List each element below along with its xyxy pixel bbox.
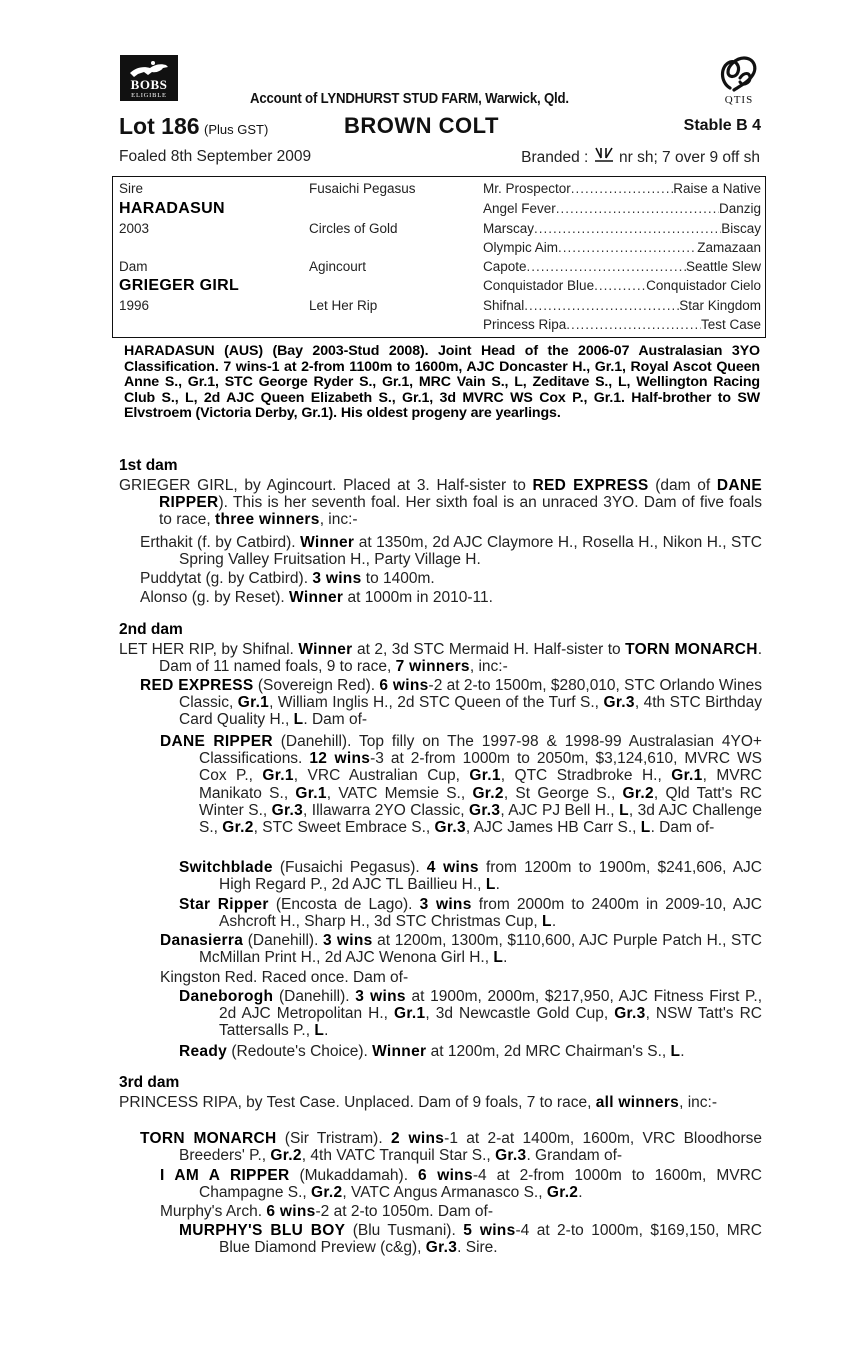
ancestor-row xyxy=(483,201,761,216)
ancestor-row xyxy=(483,317,761,332)
brand-info xyxy=(521,146,760,167)
stable-location: Stable B 4 xyxy=(683,117,761,134)
leader-dots xyxy=(527,259,686,274)
progeny-entry: Danasierra (Danehill). 3 wins at 1200m, 1300m, $110,600, AJC Purple Patch H., STC McMillan Print H., 2d AJC Wenona Girl H., L. xyxy=(160,932,763,967)
ancestor-dam-sire: Raise a Native xyxy=(673,181,761,196)
progeny-entry: Erthakit (f. by Catbird). Winner at 1350m, 2d AJC Claymore H., Rosella H., Nikon H., STC Spring Valley Fruitsation H., Party Village H. xyxy=(140,534,762,569)
ancestor-row xyxy=(483,181,761,196)
sire-label: Sire xyxy=(119,181,144,196)
progeny-entry: Kingston Red. Raced once. Dam of- xyxy=(160,969,409,986)
progeny-entry: Puddytat (g. by Catbird). 3 wins to 1400m. xyxy=(140,570,435,587)
ancestor-sire: Princess Ripa xyxy=(483,317,567,332)
ancestor-sire: Marscay xyxy=(483,221,535,236)
leader-dots xyxy=(556,201,719,216)
brand-suffix: nr sh; 7 over 9 off sh xyxy=(618,149,760,166)
progeny-entry: I AM A RIPPER (Mukaddamah). 6 wins-4 at 2-from 1000m to 1600m, MVRC Champagne S., Gr.2, VATC Angus Armanasco S., Gr.2. xyxy=(160,1167,762,1202)
ancestor-dam-sire: Zamazaan xyxy=(697,240,761,255)
ancestor-sire: Shifnal xyxy=(483,298,525,313)
pedigree-table xyxy=(112,176,766,338)
progeny-entry: Star Ripper (Encosta de Lago). 3 wins from 2000m to 2400m in 2009-10, AJC Ashcroft H., Sharp H., 3d STC Christmas Cup, L. xyxy=(179,896,762,931)
lot-gst: (Plus GST) xyxy=(203,122,269,137)
leader-dots xyxy=(594,278,646,293)
ancestor-sire: Olympic Aim xyxy=(483,240,559,255)
dam-dam: Let Her Rip xyxy=(309,298,378,313)
leader-dots xyxy=(566,317,701,332)
progeny-entry: DANE RIPPER (Danehill). Top filly on The 1997-98 & 1998-99 Australasian 4YO+ Classifications. 12 wins-3 at 2-from 1000m to 2050m, $3,124,610, MVRC WS Cox P., Gr.1, VRC Australian Cup, Gr.1, QTC Stradbroke H., Gr.1, MVRC Manikato S., Gr.1, VATC Memsie S., Gr.2, St George S., Gr.2, Qld Tatt's RC Winter S., Gr.3, Illawarra 2YO Classic, Gr.3, AJC PJ Bell H., L, 3d AJC Challenge S., Gr.2, STC Sweet Embrace S., Gr.3, AJC James HB Carr S., L. Dam of- xyxy=(160,733,762,837)
dam-label: Dam xyxy=(119,259,148,274)
sire-sire: Fusaichi Pegasus xyxy=(309,181,416,196)
bobs-logo-sub: ELIGIBLE xyxy=(131,92,167,99)
sire-name: HARADASUN xyxy=(119,200,225,217)
second-dam-heading: 2nd dam xyxy=(119,621,183,638)
progeny-entry: PRINCESS RIPA, by Test Case. Unplaced. Dam of 9 foals, 7 to race, all winners, inc:- xyxy=(119,1094,718,1111)
leader-dots xyxy=(534,221,721,236)
sire-year: 2003 xyxy=(119,221,150,236)
progeny-entry: Daneborogh (Danehill). 3 wins at 1900m, 2000m, $217,950, AJC Fitness First P., 2d AJC Metropolitan H., Gr.1, 3d Newcastle Gold Cup, Gr.3, NSW Tatt's RC Tattersalls P., L. xyxy=(179,988,763,1040)
qtis-logo xyxy=(716,52,762,108)
bobs-logo-word: BOBS xyxy=(130,77,168,92)
ancestor-dam-sire: Conquistador Cielo xyxy=(646,278,761,293)
brand-prefix: Branded : xyxy=(521,149,589,166)
progeny-entry: RED EXPRESS (Sovereign Red). 6 wins-2 at 2-to 1500m, $280,010, STC Orlando Wines Classic, Gr.1, William Inglis H., 2d STC Queen of the Turf S., Gr.3, 4th STC Birthday Card Quality H., L. Dam of- xyxy=(140,677,762,729)
progeny-entry: GRIEGER GIRL, by Agincourt. Placed at 3. Half-sister to RED EXPRESS (dam of DANE RIPPER). This is her seventh foal. Her sixth foal is an unraced 3YO. Dam of five foals to race, three winners, inc:- xyxy=(119,477,762,529)
leader-dots xyxy=(571,181,673,196)
sex-colour: BROWN COLT xyxy=(344,113,499,138)
lot-number: Lot 186 xyxy=(119,113,200,139)
ancestor-row xyxy=(483,298,761,313)
progeny-entry: Murphy's Arch. 6 wins-2 at 2-to 1050m. Dam of- xyxy=(160,1203,493,1220)
ancestor-dam-sire: Star Kingdom xyxy=(679,298,761,313)
brand-mark-icon xyxy=(593,146,615,164)
bobs-eligible-logo xyxy=(120,55,178,101)
ancestor-sire: Conquistador Blue xyxy=(483,278,595,293)
leader-dots xyxy=(524,298,679,313)
sire-note: HARADASUN (AUS) (Bay 2003-Stud 2008). Joint Head of the 2006-07 Australasian 3YO Classification. 7 wins-1 at 2-from 1100m to 1600m, AJC Doncaster H., Gr.1, Royal Ascot Queen Anne S., Gr.1, STC George Ryder S., Gr.1, MRC Vain S., L, Zeditave S., L, Wellington Racing Club S., L, 2d AJC Queen Elizabeth S., Gr.1, 3d MVRC WS Cox P., Gr.1. Half-brother to SW Elvstroem (Victoria Derby, Gr.1). His oldest progeny are yearlings. xyxy=(124,343,760,421)
qtis-emblem-icon xyxy=(716,52,762,94)
ancestor-dam-sire: Danzig xyxy=(718,201,761,216)
leader-dots xyxy=(558,240,697,255)
sire-dam: Circles of Gold xyxy=(309,221,398,236)
ancestor-dam-sire: Biscay xyxy=(721,221,761,236)
ancestor-sire: Angel Fever xyxy=(483,201,556,216)
dam-year: 1996 xyxy=(119,298,150,313)
ancestor-sire: Mr. Prospector xyxy=(483,181,571,196)
vendor-account: Account of LYNDHURST STUD FARM, Warwick, Qld. xyxy=(250,90,569,107)
ancestor-dam-sire: Seattle Slew xyxy=(685,259,761,274)
ancestor-row xyxy=(483,259,761,274)
qtis-logo-word: QTIS xyxy=(724,94,754,106)
horse-rider-icon xyxy=(126,59,172,79)
progeny-entry: LET HER RIP, by Shifnal. Winner at 2, 3d STC Mermaid H. Half-sister to TORN MONARCH. Dam of 11 named foals, 9 to race, 7 winners, inc:- xyxy=(119,641,763,676)
foaled-date: Foaled 8th September 2009 xyxy=(119,148,312,165)
progeny-entry: MURPHY'S BLU BOY (Blu Tusmani). 5 wins-4 at 2-to 1000m, $169,150, MRC Blue Diamond Preview (c&g), Gr.3. Sire. xyxy=(179,1222,762,1257)
third-dam-heading: 3rd dam xyxy=(119,1074,180,1091)
ancestor-row xyxy=(483,221,761,236)
progeny-entry: TORN MONARCH (Sir Tristram). 2 wins-1 at 2-at 1400m, 1600m, VRC Bloodhorse Breeders' P., Gr.2, 4th VATC Tranquil Star S., Gr.3. Grandam of- xyxy=(140,1130,762,1165)
lot-line xyxy=(119,113,761,139)
ancestor-row xyxy=(483,240,761,255)
dam-sire: Agincourt xyxy=(309,259,367,274)
progeny-entry: Switchblade (Fusaichi Pegasus). 4 wins from 1200m to 1900m, $241,606, AJC High Regard P., 2d AJC TL Baillieu H., L. xyxy=(179,859,762,894)
ancestor-row xyxy=(483,278,761,293)
ancestor-sire: Capote xyxy=(483,259,527,274)
ancestor-dam-sire: Test Case xyxy=(700,317,761,332)
first-dam-heading: 1st dam xyxy=(119,457,178,474)
progeny-entry: Alonso (g. by Reset). Winner at 1000m in 2010-11. xyxy=(140,589,493,606)
progeny-entry: Ready (Redoute's Choice). Winner at 1200m, 2d MRC Chairman's S., L. xyxy=(179,1043,685,1060)
dam-name: GRIEGER GIRL xyxy=(119,277,240,294)
